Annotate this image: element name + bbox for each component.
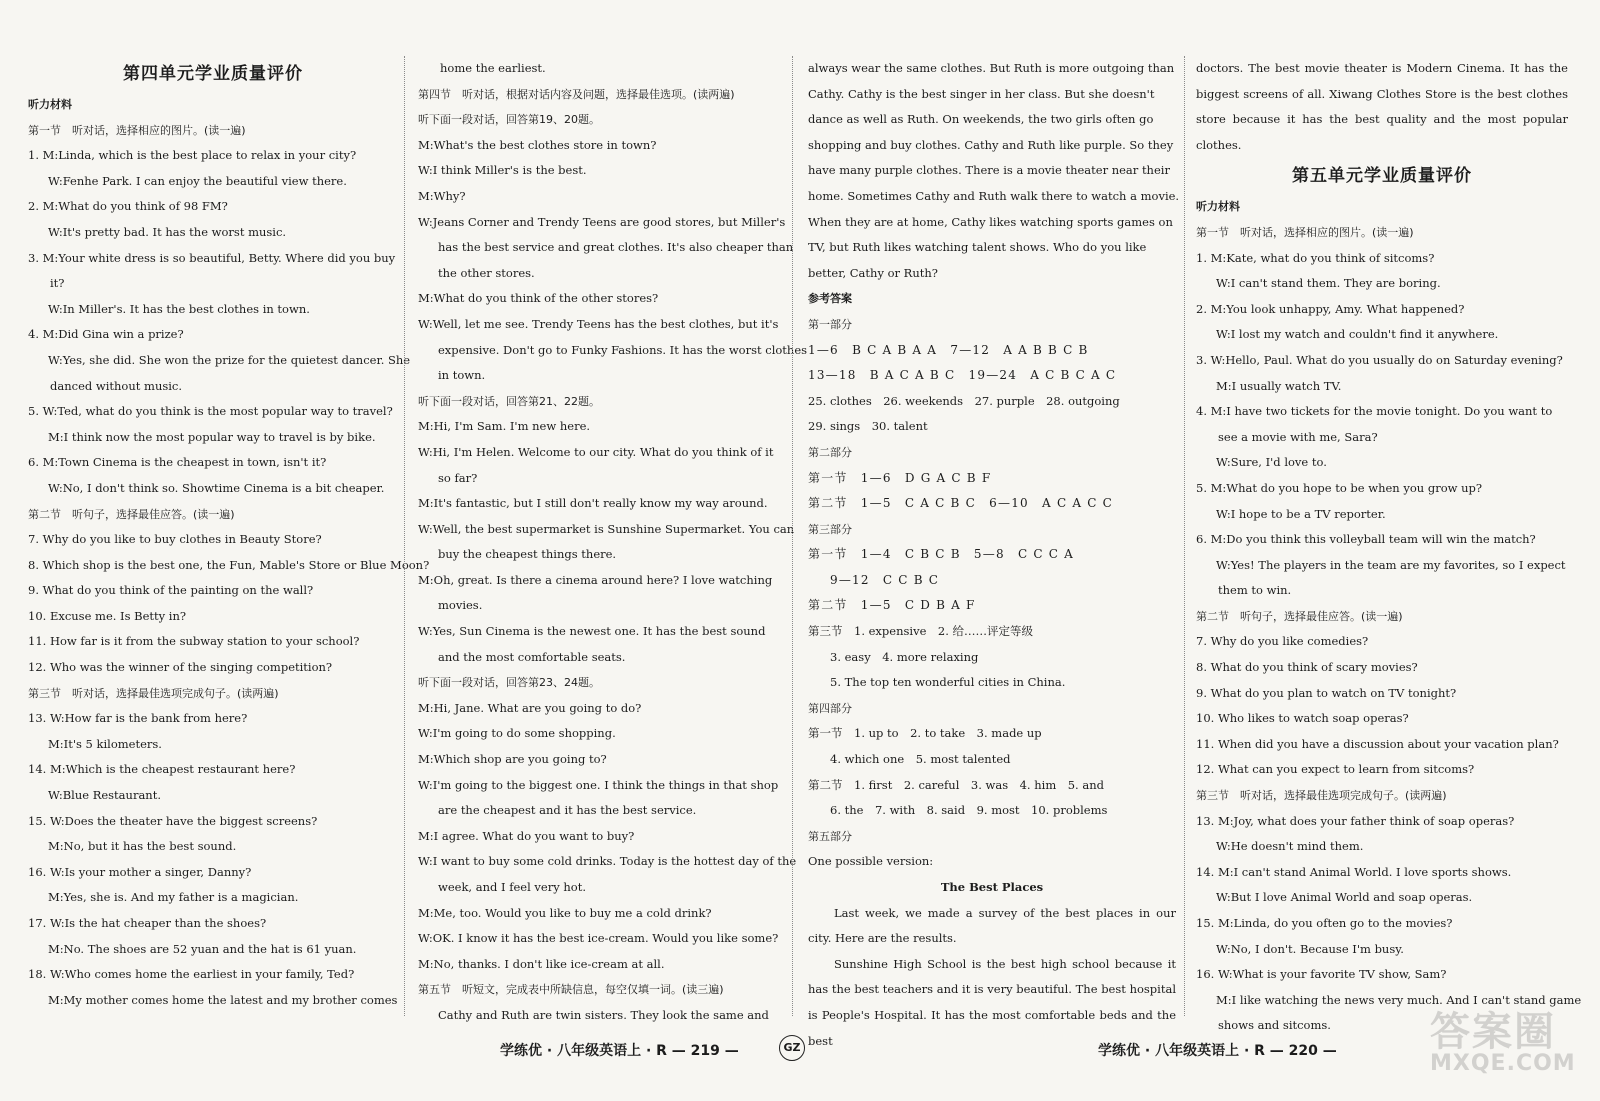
text-line: 第二节 1. first 2. careful 3. was 4. him 5. and <box>808 777 1104 792</box>
text-line: 1. M:Linda, which is the best place to relax in your city? <box>28 148 357 163</box>
watermark-cn: 答案圈 <box>1430 1009 1556 1055</box>
text-line: 第一节 听对话，选择相应的图片。(读一遍) <box>1196 225 1414 239</box>
text-line: shows and sitcoms. <box>1218 1018 1331 1033</box>
text-line: danced without music. <box>50 378 183 393</box>
text-line: so far? <box>438 470 478 485</box>
text-line: week, and I feel very hot. <box>438 880 586 894</box>
text-line: W:No, I don't. Because I'm busy. <box>1216 941 1404 956</box>
text-line: 第三部分 <box>808 522 852 536</box>
text-line: home the earliest. <box>440 61 546 75</box>
text-line: M:Which shop are you going to? <box>418 752 607 767</box>
text-line: 29. sings 30. talent <box>808 419 928 434</box>
text-line: 5. The top ten wonderful cities in China. <box>830 675 1066 690</box>
text-line: M:Why? <box>418 188 466 203</box>
text-line: and the most comfortable seats. <box>438 649 626 664</box>
text-line: buy the cheapest things there. <box>438 547 617 562</box>
text-line: Cathy. Cathy is the best singer in her class. But she doesn't <box>808 86 1155 101</box>
text-line: 第一部分 <box>808 317 852 331</box>
text-line: W:Blue Restaurant. <box>48 788 161 803</box>
text-line: M:Hi, Jane. What are you going to do? <box>418 700 642 715</box>
text-line: 第四节 听对话，根据对话内容及问题，选择最佳选项。(读两遍) <box>418 87 735 101</box>
text-line: One possible version: <box>808 854 934 869</box>
text-line: W:Yes, she did. She won the prize for the quietest dancer. She <box>48 352 411 367</box>
essay-title: The Best Places <box>940 880 1044 894</box>
text-line: 25. clothes 26. weekends 27. purple 28. outgoing <box>808 393 1120 408</box>
text-line: 第四部分 <box>808 701 852 715</box>
text-line: has the best service and great clothes. It's also cheaper than <box>438 240 794 255</box>
text-line: 参考答案 <box>808 292 852 306</box>
text-line: 第三节 听对话，选择最佳选项完成句子。(读两遍) <box>1196 789 1447 803</box>
watermark-en: MXQE.COM <box>1430 1051 1576 1076</box>
text-line: 第一节 听对话，选择相应的图片。(读一遍) <box>28 123 246 137</box>
column-divider <box>792 56 793 1016</box>
col1-lines <box>28 118 430 1014</box>
text-line: 10. Excuse me. Is Betty in? <box>28 608 187 623</box>
text-line: 16. W:What is your favorite TV show, Sam? <box>1196 967 1447 982</box>
col3-lines <box>808 56 1180 875</box>
text-line: 18. W:Who comes home the earliest in your family, Ted? <box>28 967 355 982</box>
text-line: W:OK. I know it has the best ice-cream. Would you like some? <box>418 931 779 946</box>
text-line: 4. M:Did Gina win a prize? <box>28 327 184 342</box>
text-line: 3. M:Your white dress is so beautiful, Betty. Where did you buy <box>28 250 396 265</box>
text-line: better, Cathy or Ruth? <box>808 265 938 280</box>
footer-page-220: 学练优 · 八年级英语上 · R — 220 — <box>1098 1043 1337 1059</box>
column-1 <box>28 56 430 1026</box>
text-line: movies. <box>438 598 483 613</box>
text-line: 16. W:Is your mother a singer, Danny? <box>28 864 252 879</box>
text-line: 第五节 听短文，完成表中所缺信息，每空仅填一词。(读三遍) <box>418 983 724 997</box>
text-line: TV, but Ruth likes watching talent shows. Who do you like <box>808 240 1147 255</box>
text-line: 第二节 听句子，选择最佳应答。(读一遍) <box>28 507 235 521</box>
text-line: W:I hope to be a TV reporter. <box>1216 506 1386 521</box>
text-line: the other stores. <box>438 265 535 280</box>
text-line: home. Sometimes Cathy and Ruth walk there to watch a movie. <box>808 188 1180 203</box>
text-line: it? <box>50 276 65 291</box>
text-line: 1—6 B C A B A A 7—12 A A B B C B <box>808 342 1089 357</box>
text-line: 听下面一段对话，回答第21、22题。 <box>418 394 600 408</box>
text-line: 第二节 听句子，选择最佳应答。(读一遍) <box>1196 609 1403 623</box>
text-line: expensive. Don't go to Funky Fashions. It has the worst clothes <box>438 342 808 357</box>
text-line: W:I lost my watch and couldn't find it anywhere. <box>1216 327 1499 342</box>
text-line: 8. Which shop is the best one, the Fun, Mable's Store or Blue Moon? <box>28 557 430 572</box>
text-line: W:He doesn't mind them. <box>1216 839 1364 854</box>
essay-paragraph-2: Sunshine High School is the best high school because it has the best teachers and it is very beautiful. The best hospital is People's Hospital. It has the most comfortable beds and the best <box>808 956 1176 1048</box>
text-line: them to win. <box>1218 583 1292 598</box>
text-line: 13. W:How far is the bank from here? <box>28 711 248 726</box>
watermark-logo <box>1430 1000 1590 1095</box>
text-line: 听下面一段对话，回答第19、20题。 <box>418 113 600 127</box>
text-line: 9. What do you think of the painting on the wall? <box>28 583 314 598</box>
essay-paragraph-1: Last week, we made a survey of the best places in our city. Here are the results. <box>808 905 1176 946</box>
column-3 <box>808 56 1180 1048</box>
text-line: W:I can't stand them. They are boring. <box>1216 276 1441 291</box>
text-line: M:I usually watch TV. <box>1216 378 1342 393</box>
text-line: W:Well, the best supermarket is Sunshine Supermarket. You can <box>418 521 795 536</box>
footer-page-219: 学练优 · 八年级英语上 · R — 219 — <box>500 1043 739 1059</box>
text-line: W:No, I don't think so. Showtime Cinema is a bit cheaper. <box>48 480 385 495</box>
text-line: M:My mother comes home the latest and my brother comes <box>48 992 398 1007</box>
text-line: 8. What do you think of scary movies? <box>1196 660 1418 675</box>
text-line: M:It's fantastic, but I still don't really know my way around. <box>418 496 768 511</box>
text-line: dance as well as Ruth. On weekends, the two girls often go <box>808 112 1154 127</box>
text-line: 12. What can you expect to learn from sitcoms? <box>1196 762 1475 777</box>
text-line: 1. M:Kate, what do you think of sitcoms? <box>1196 250 1435 265</box>
text-line: 3. easy 4. more relaxing <box>830 649 979 664</box>
text-line: W:I'm going to do some shopping. <box>418 726 616 741</box>
text-line: 15. W:Does the theater have the biggest screens? <box>28 813 318 828</box>
text-line: 12. Who was the winner of the singing competition? <box>28 660 333 675</box>
text-line: 第一节 1. up to 2. to take 3. made up <box>808 726 1042 741</box>
text-line: 11. How far is it from the subway station to your school? <box>28 634 360 649</box>
text-line: 14. M:Which is the cheapest restaurant here? <box>28 762 296 777</box>
text-line: 15. M:Linda, do you often go to the movies? <box>1196 916 1453 930</box>
unit-5-title: 第五单元学业质量评价 <box>1292 166 1472 187</box>
text-line: W:Sure, I'd love to. <box>1216 455 1327 470</box>
listening-material-label: 听力材料 <box>28 98 72 111</box>
text-line: 第二节 1—5 C D B A F <box>808 598 976 613</box>
column-divider <box>1184 56 1185 1016</box>
text-line: M:Yes, she is. And my father is a magician. <box>48 890 299 905</box>
text-line: 3. W:Hello, Paul. What do you usually do on Saturday evening? <box>1196 352 1563 367</box>
text-line: 7. Why do you like to buy clothes in Beauty Store? <box>28 532 322 547</box>
text-line: M:I like watching the news very much. And I can't stand game <box>1216 992 1582 1007</box>
text-line: W:I'm going to the biggest one. I think the things in that shop <box>418 777 779 792</box>
text-line: W:In Miller's. It has the best clothes in town. <box>48 301 310 316</box>
text-line: M:Oh, great. Is there a cinema around here? I love watching <box>418 572 773 587</box>
text-line: see a movie with me, Sara? <box>1218 429 1378 444</box>
text-line: 9. What do you plan to watch on TV tonight? <box>1196 685 1457 700</box>
text-line: 7. Why do you like comedies? <box>1196 634 1369 649</box>
text-line: M:Me, too. Would you like to buy me a cold drink? <box>418 905 712 920</box>
text-line: W:Jeans Corner and Trendy Teens are good stores, but Miller's <box>418 214 786 229</box>
text-line: shopping and buy clothes. Cathy and Ruth like purple. So they <box>808 137 1174 152</box>
text-line: W:Well, let me see. Trendy Teens has the best clothes, but it's <box>418 316 779 331</box>
text-line: Cathy and Ruth are twin sisters. They look the same and <box>438 1007 769 1022</box>
text-line: 17. W:Is the hat cheaper than the shoes? <box>28 916 267 930</box>
text-line: 6. the 7. with 8. said 9. most 10. problems <box>830 803 1108 818</box>
text-line: always wear the same clothes. But Ruth is more outgoing than <box>808 61 1175 75</box>
text-line: M:No, thanks. I don't like ice-cream at all. <box>418 956 665 971</box>
text-line: 4. which one 5. most talented <box>830 752 1011 767</box>
text-line: M:I agree. What do you want to buy? <box>418 828 635 843</box>
text-line: 第三节 听对话，选择最佳选项完成句子。(读两遍) <box>28 686 279 700</box>
text-line: 2. M:You look unhappy, Amy. What happened? <box>1196 301 1465 316</box>
text-line: M:Hi, I'm Sam. I'm new here. <box>418 419 591 434</box>
text-line: are the cheapest and it has the best service. <box>438 803 697 818</box>
text-line: M:It's 5 kilometers. <box>48 736 162 751</box>
text-line: 6. M:Do you think this volleyball team will win the match? <box>1196 532 1536 547</box>
text-line: 5. W:Ted, what do you think is the most popular way to travel? <box>28 404 393 419</box>
text-line: M:What's the best clothes store in town? <box>418 137 657 152</box>
text-line: W:I want to buy some cold drinks. Today is the hottest day of the <box>418 854 797 869</box>
text-line: 14. M:I can't stand Animal World. I love sports shows. <box>1196 864 1512 879</box>
text-line: 4. M:I have two tickets for the movie tonight. Do you want to <box>1196 404 1553 419</box>
text-line: 10. Who likes to watch soap operas? <box>1196 711 1409 726</box>
text-line: W:Yes! The players in the team are my favorites, so I expect <box>1216 557 1566 572</box>
column-2 <box>418 56 808 1026</box>
text-line: When they are at home, Cathy likes watching sports games on <box>808 214 1173 229</box>
text-line: 13. M:Joy, what does your father think of soap operas? <box>1196 813 1515 828</box>
text-line: 9—12 C C B C <box>830 572 940 587</box>
text-line: 13—18 B A C A B C 19—24 A C B C A C <box>808 368 1117 383</box>
text-line: 6. M:Town Cinema is the cheapest in town, isn't it? <box>28 455 327 470</box>
text-line: M:What do you think of the other stores? <box>418 291 659 306</box>
text-line: 第一节 1—6 D G A C B F <box>808 470 992 485</box>
text-line: 第五部分 <box>808 829 852 843</box>
text-line: 5. M:What do you hope to be when you grow up? <box>1196 480 1483 495</box>
text-line: M:No. The shoes are 52 yuan and the hat is 61 yuan. <box>48 941 357 956</box>
col2-lines <box>418 56 808 1029</box>
column-divider <box>404 56 405 1016</box>
text-line: 第三节 1. expensive 2. 给……评定等级 <box>808 624 1034 639</box>
text-line: 第二部分 <box>808 445 852 459</box>
text-line: 第二节 1—5 C A C B C 6—10 A C A C C <box>808 496 1113 511</box>
text-line: W:Hi, I'm Helen. Welcome to our city. What do you think of it <box>418 444 774 459</box>
text-line: have many purple clothes. There is a movie theater near their <box>808 163 1170 178</box>
text-line: 听下面一段对话，回答第23、24题。 <box>418 676 600 690</box>
essay-paragraph-continued: doctors. The best movie theater is Modern Cinema. It has the biggest screens of all. Xiwang Clothes Store is the best clothes store because it has the best quality and the most popular clothes. <box>1196 61 1568 152</box>
text-line: M:I think now the most popular way to travel is by bike. <box>48 429 376 444</box>
unit-4-title: 第四单元学业质量评价 <box>123 64 303 84</box>
text-line: W:But I love Animal World and soap operas. <box>1216 890 1473 905</box>
text-line: 第一节 1—4 C B C B 5—8 C C C A <box>808 547 1075 562</box>
text-line: 11. When did you have a discussion about your vacation plan? <box>1196 736 1559 751</box>
publisher-logo-icon: GZ <box>779 1035 805 1061</box>
text-line: W:It's pretty bad. It has the worst music. <box>48 224 287 239</box>
text-line: M:No, but it has the best sound. <box>48 839 237 854</box>
text-line: 2. M:What do you think of 98 FM? <box>28 199 228 214</box>
text-line: W:Yes, Sun Cinema is the newest one. It has the best sound <box>418 624 766 639</box>
text-line: W:I think Miller's is the best. <box>418 163 587 178</box>
text-line: W:Fenhe Park. I can enjoy the beautiful view there. <box>48 173 347 188</box>
listening-material-label: 听力材料 <box>1196 200 1240 214</box>
text-line: in town. <box>438 368 486 383</box>
col4-lines <box>1196 220 1582 1039</box>
